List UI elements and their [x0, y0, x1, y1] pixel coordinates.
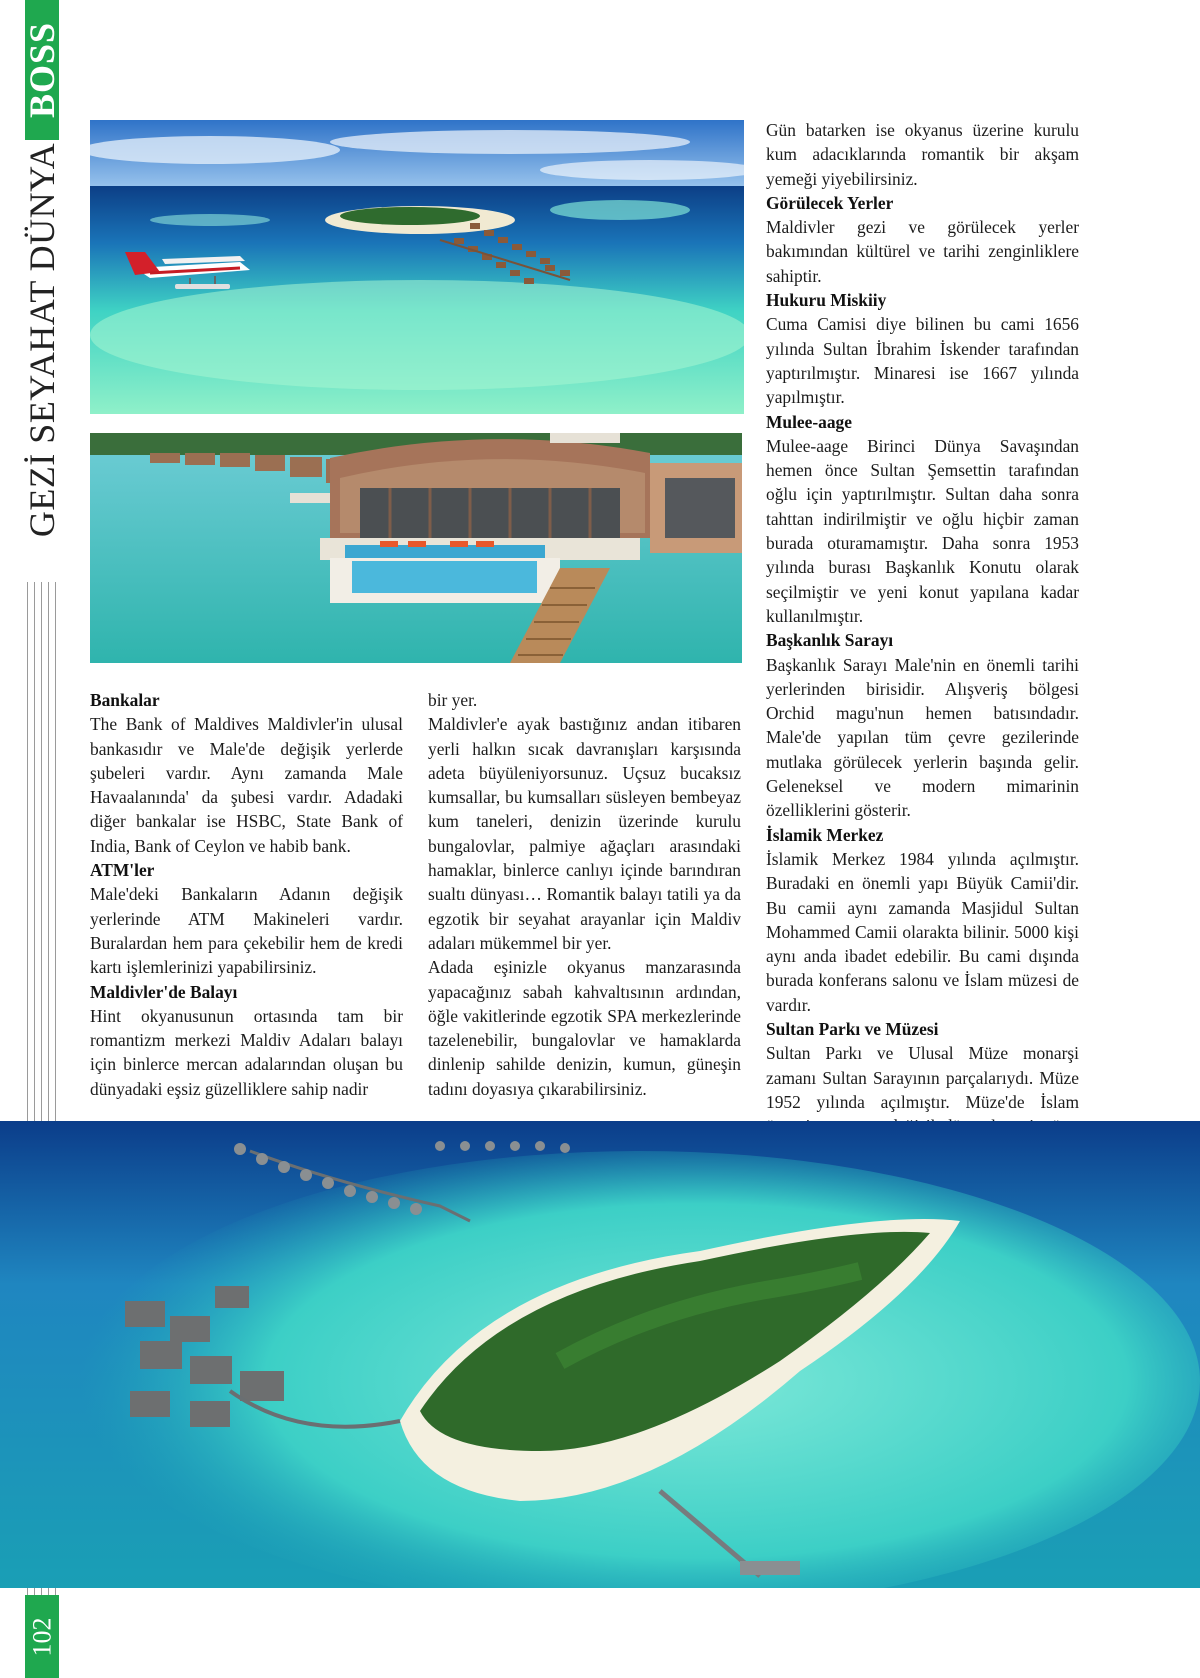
- paragraph-hukuru-miskiiy: Cuma Camisi diye bilinen bu cami 1656 yılında Sultan İbrahim İskender tarafından yaptırılmıştır. Minaresi ise 1667 yılında yapılmıştır.: [766, 314, 1079, 408]
- heading-bankalar: Bankalar: [90, 690, 160, 710]
- page-number-text: 102: [27, 1617, 56, 1656]
- paragraph-sunset: Gün batarken ise okyanus üzerine kurulu kum adacıklarında romantik bir akşam yemeği yiyebilirsiniz.: [766, 120, 1079, 189]
- paragraph-islamik-merkez: İslamik Merkez 1984 yılında açılmıştır. Buradaki en önemli yapı Büyük Camii'dir. Bu camii aynı zamanda Masjidul Sultan Mohammed Camii olarakta bilinir. 5000 kişi aynı anda ibadet edebilir. Bu cami dışında burada konferans salonu ve İslam müzesi de vardır.: [766, 848, 1079, 1015]
- text-column-1: [90, 688, 403, 1101]
- water-villa-image: [90, 433, 742, 663]
- paragraph-continuation: bir yer.: [428, 690, 478, 710]
- paragraph-balayi: Hint okyanusunun ortasında tam bir romantizm merkezi Maldiv Adaları balayı için binlerce mercan adalarından oluşan bu dünyadaki eşsiz güzelliklere sahip nadir: [90, 1005, 403, 1099]
- heading-atm: ATM'ler: [90, 860, 155, 881]
- paragraph-gorulecek-yerler: Maldivler gezi ve görülecek yerler bakımından kültürel ve tarihi zenginliklere sahiptir.: [766, 217, 1079, 286]
- brand-logo: [22, 0, 62, 140]
- brand-text: BOSS: [22, 21, 62, 119]
- paragraph-mulee-aage: Mulee-aage Birinci Dünya Savaşından hemen önce Sultan Şemsettin tarafından oğlu için yaptırılmıştır. Sultan daha sonra tahttan indirilmiştir ve oğlu hiçbir zaman burada oturamamıştır. Daha sonra 1953 yılında burası Başkanlık Konutu olarak seçilmiştir ve yeni konut yapılana kadar kullanılmıştır.: [766, 435, 1079, 626]
- seaplane-lagoon-image: [90, 120, 744, 414]
- water-villa-photo: [90, 433, 742, 663]
- aerial-island-photo: [0, 1121, 1200, 1588]
- paragraph-bankalar: The Bank of Maldives Maldivler'in ulusal bankasıdır ve Male'de değişik yerlerde şubeleri vardır. Aynı zamanda Male Havaalanında' da şubesi vardır. Adadaki diğer bankalar ise HSBC, State Bank of India, Bank of Ceylon ve habib bank.: [90, 714, 403, 856]
- paragraph-atm: Male'deki Bankaların Adanın değişik yerlerinde ATM Makineleri vardır. Buralardan hem para çekebilir hem de kredi kartı işlemlerinizi yapabilirsiniz.: [90, 884, 403, 978]
- heading-islamik-merkez: İslamik Merkez: [766, 824, 884, 845]
- text-column-3: [766, 118, 1079, 1138]
- paragraph-spa: Adada eşinizle okyanus manzarasında yapacağınız sabah kahvaltısının ardından, öğle vakitlerinde egzotik SPA merkezlerinde tazelenebilir, bungalovlar ve hamaklarda dinlenip sahilde denizin, kumun, güneşin tadını doyasıya çıkarabilirsiniz.: [428, 957, 741, 1099]
- section-title-text: GEZİ SEYAHAT DÜNYA: [22, 142, 62, 538]
- heading-hukuru-miskiiy: Hukuru Miskiiy: [766, 290, 887, 311]
- heading-mulee-aage: Mulee-aage: [766, 411, 852, 432]
- heading-sultan-parki: Sultan Parkı ve Müzesi: [766, 1018, 939, 1039]
- heading-gorulecek-yerler: Görülecek Yerler: [766, 192, 894, 213]
- aerial-island-image: [0, 1121, 1200, 1588]
- paragraph-sultan-parki: Sultan Parkı ve Ulusal Müze monarşi zamanı Sultan Sarayının parçalarıydı. Müze 1952 yılında açılmıştır. Müze'de İslam: [766, 1043, 1079, 1112]
- seaplane-lagoon-photo: [90, 120, 744, 414]
- paragraph-baskanlik-sarayi: Başkanlık Sarayı Male'nin en önemli tarihi yerlerinden birisidir. Alışveriş bölgesi Orchid magu'nun hemen batısındadır. Male'de yapılan tüm çevre gezilerinde mutlaka görülecek yerlerin başında gelir. Geleneksel ve modern mimarinin özelliklerini gösterir.: [766, 654, 1079, 821]
- heading-baskanlik-sarayi: Başkanlık Sarayı: [766, 630, 894, 651]
- heading-balayi: Maldivler'de Balayı: [90, 981, 238, 1002]
- paragraph-arrival: Maldivler'e ayak bastığınız andan itibaren yerli halkın sıcak davranışları karşısında adeta büyüleniyorsunuz. Uçsuz bucaksız kumsallar, bu kumsalları süsleyen bembeyaz kum taneleri, denizin üzerinde kurulu bungalovlar, palmiye ağaçları arasındaki hamaklar, binlerce canlıyı içinde barındıran sualtı dünyası… Romantik balayı tatili ya da egzotik bir seyahat arayanlar için Maldiv adaları mükemmel bir yer.: [428, 714, 741, 953]
- section-title: [17, 140, 67, 540]
- text-column-2: [428, 688, 741, 1101]
- page-number: [25, 1595, 59, 1678]
